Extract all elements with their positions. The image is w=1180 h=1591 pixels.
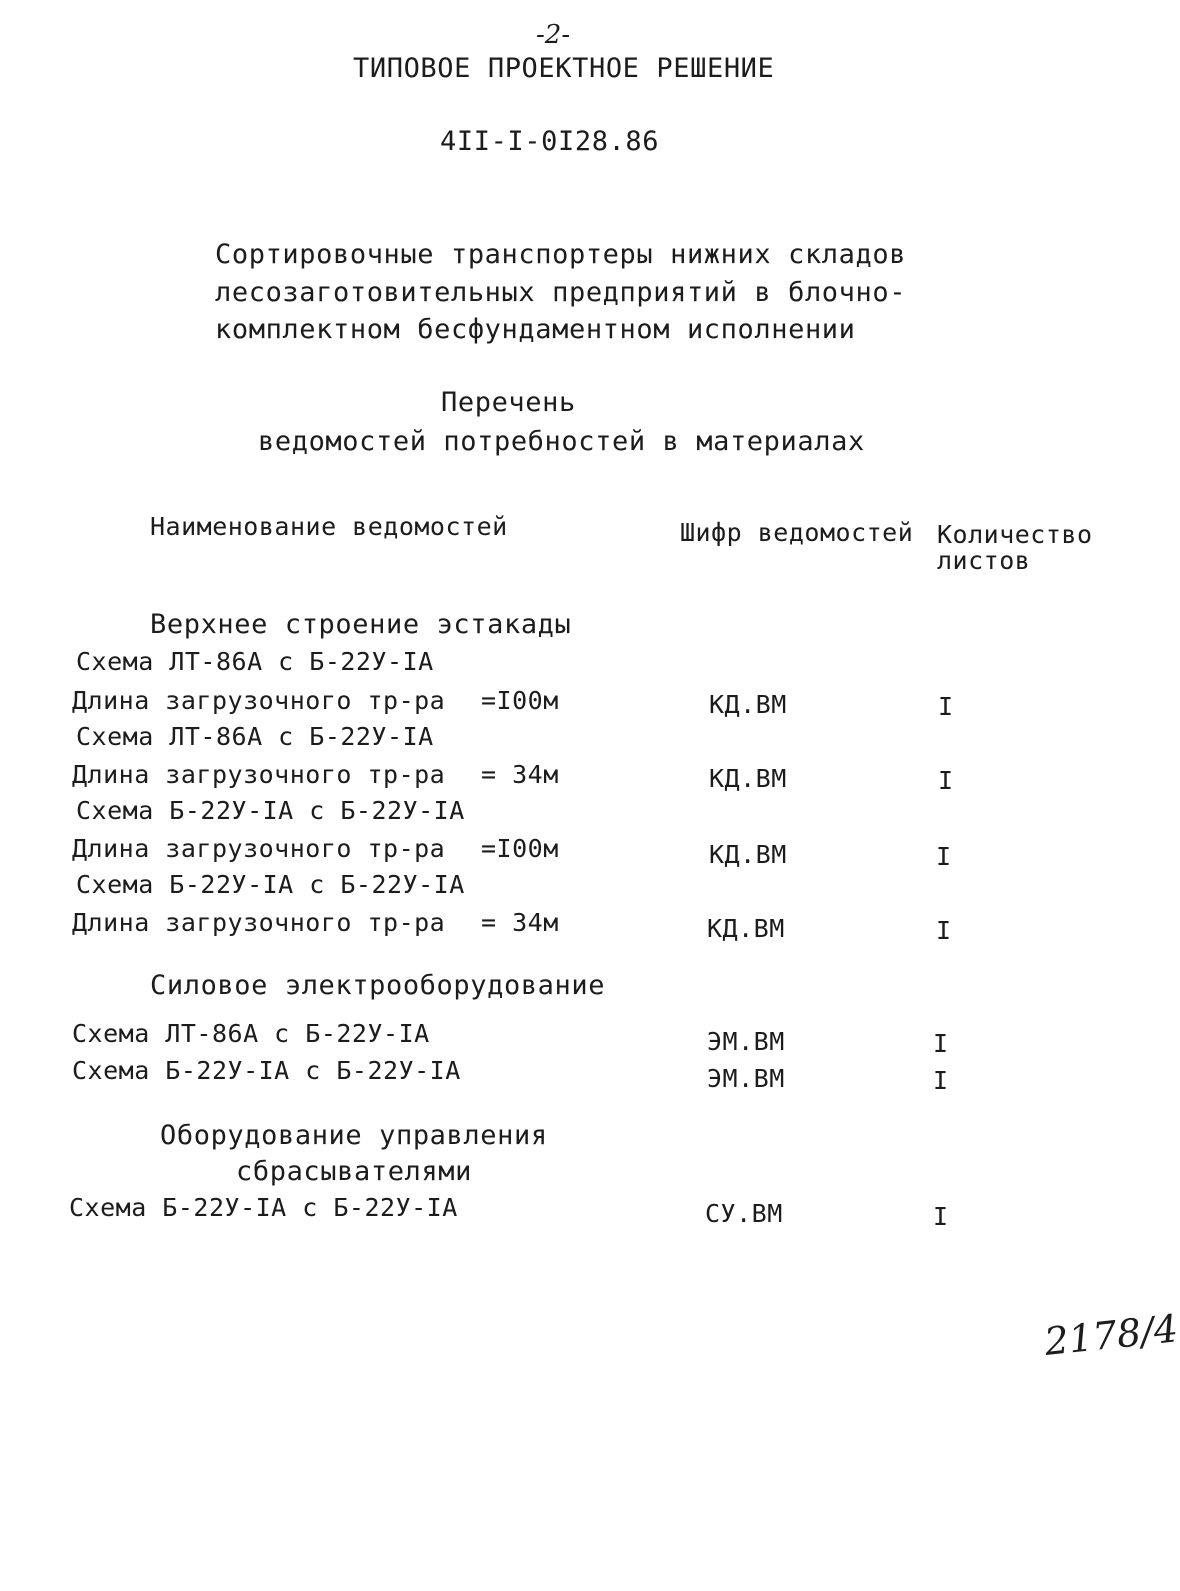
length-value: =I00м xyxy=(481,834,559,863)
scheme-line: Схема Б-22У-IА с Б-22У-IА xyxy=(76,870,465,899)
sheets-cell: I xyxy=(938,692,954,721)
header-cipher: Шифр ведомостей xyxy=(680,518,914,547)
list-title: Перечень xyxy=(441,387,576,418)
section-title: Силовое электрооборудование xyxy=(150,970,606,1001)
scheme-line: Схема ЛТ-86А с Б-22У-IА xyxy=(76,722,434,751)
section-title-line2: сбрасывателями xyxy=(236,1156,472,1187)
section-title: Оборудование управления xyxy=(160,1120,548,1151)
sheets-cell: I xyxy=(936,916,952,945)
cipher-cell: ЭМ.ВМ xyxy=(707,1027,785,1056)
page-number: -2- xyxy=(536,20,571,50)
sheets-cell: I xyxy=(938,766,954,795)
section-title: Верхнее строение эстакады xyxy=(150,609,572,640)
length-value: =I00м xyxy=(481,686,559,715)
list-subtitle: ведомостей потребностей в материалах xyxy=(258,426,865,457)
cipher-cell: КД.ВМ xyxy=(709,840,787,869)
scheme-line: Схема Б-22У-IА с Б-22У-IА xyxy=(72,1056,461,1085)
sheets-cell: I xyxy=(933,1202,949,1231)
document-code: 4II-I-0I28.86 xyxy=(440,126,660,157)
header-sheets-line2: листов xyxy=(937,546,1031,575)
length-line: Длина загрузочного тр-ра xyxy=(72,908,446,937)
cipher-cell: СУ.ВМ xyxy=(705,1199,783,1228)
header-sheets: Количество xyxy=(937,520,1093,549)
scheme-line: Схема ЛТ-86А с Б-22У-IА xyxy=(72,1019,430,1048)
length-value: = 34м xyxy=(481,760,559,789)
length-line: Длина загрузочного тр-ра xyxy=(72,834,446,863)
cipher-cell: ЭМ.ВМ xyxy=(707,1064,785,1093)
scheme-line: Схема ЛТ-86А с Б-22У-IА xyxy=(76,647,434,676)
cipher-cell: КД.ВМ xyxy=(709,690,787,719)
subject-line: комплектном бесфундаментном исполнении xyxy=(215,314,856,345)
sheets-cell: I xyxy=(933,1066,949,1095)
scheme-line: Схема Б-22У-IА с Б-22У-IА xyxy=(69,1193,458,1222)
header-name: Наименование ведомостей xyxy=(150,512,508,541)
document-title: ТИПОВОЕ ПРОЕКТНОЕ РЕШЕНИЕ xyxy=(353,53,775,84)
cipher-cell: КД.ВМ xyxy=(709,764,787,793)
scheme-line: Схема Б-22У-IА с Б-22У-IА xyxy=(76,796,465,825)
length-line: Длина загрузочного тр-ра xyxy=(72,686,446,715)
length-line: Длина загрузочного тр-ра xyxy=(72,760,446,789)
sheets-cell: I xyxy=(933,1029,949,1058)
sheets-cell: I xyxy=(936,842,952,871)
subject-line: Сортировочные транспортеры нижних складов xyxy=(215,239,907,270)
inventory-mark: 2178/4 xyxy=(1042,1306,1180,1364)
length-value: = 34м xyxy=(481,908,559,937)
subject-line: лесозаготовительных предприятий в блочно- xyxy=(215,277,907,308)
cipher-cell: КД.ВМ xyxy=(707,914,785,943)
